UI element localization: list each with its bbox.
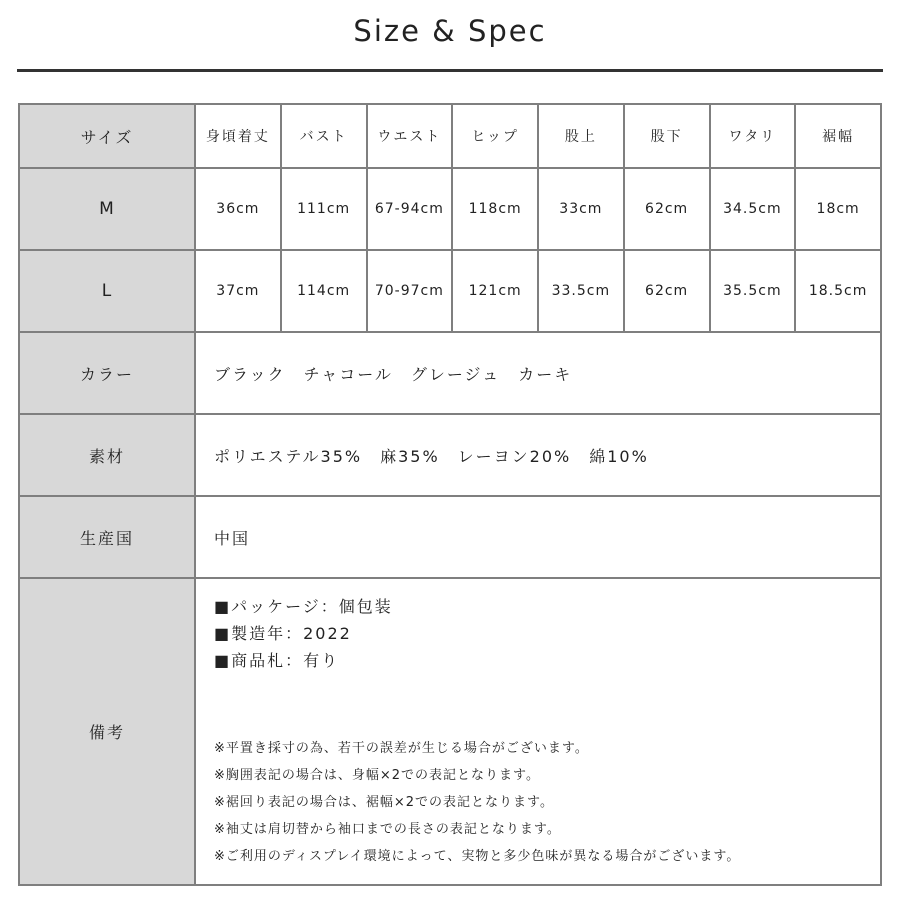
- table-cell: 114cm: [282, 251, 366, 331]
- list-item: ■製造年：2022: [214, 624, 352, 643]
- table-cell: 33cm: [539, 169, 623, 249]
- column-header: 身頃着丈: [196, 105, 280, 167]
- table-cell: 111cm: [282, 169, 366, 249]
- column-header: ウエスト: [368, 105, 452, 167]
- table-cell: 36cm: [196, 169, 280, 249]
- origin-label: 生産国: [20, 497, 194, 577]
- table-cell: 18.5cm: [796, 251, 880, 331]
- origin-value: 中国: [196, 497, 880, 577]
- caution-note: ※ご利用のディスプレイ環境によって、実物と多少色味が異なる場合がございます。: [214, 849, 741, 864]
- page-title: Size & Spec: [353, 14, 547, 48]
- column-header: 裾幅: [796, 105, 880, 167]
- size-header: サイズ: [20, 105, 194, 167]
- table-cell: 62cm: [625, 251, 709, 331]
- table-cell: 67-94cm: [368, 169, 452, 249]
- table-cell: 70-97cm: [368, 251, 452, 331]
- material-label: 素材: [20, 415, 194, 495]
- remarks-label: 備考: [20, 579, 194, 884]
- table-cell: 118cm: [453, 169, 537, 249]
- caution-notes: [214, 735, 740, 870]
- remarks-content: [196, 579, 880, 884]
- table-cell: 18cm: [796, 169, 880, 249]
- table-cell: 62cm: [625, 169, 709, 249]
- column-header: 股上: [539, 105, 623, 167]
- column-header: ワタリ: [711, 105, 795, 167]
- column-header: バスト: [282, 105, 366, 167]
- material-value: ポリエステル35% 麻35% レーヨン20% 綿10%: [196, 415, 880, 495]
- product-info-list: [214, 593, 880, 674]
- title-divider: [17, 69, 883, 72]
- table-cell: 121cm: [453, 251, 537, 331]
- table-cell: 33.5cm: [539, 251, 623, 331]
- column-header: ヒップ: [453, 105, 537, 167]
- table-cell: 37cm: [196, 251, 280, 331]
- size-label-l: L: [20, 251, 194, 331]
- caution-note: ※平置き採寸の為、若干の誤差が生じる場合がございます。: [214, 741, 589, 756]
- spec-table: [18, 103, 882, 886]
- caution-note: ※袖丈は肩切替から袖口までの長さの表記となります。: [214, 822, 561, 837]
- caution-note: ※胸囲表記の場合は、身幅×2での表記となります。: [214, 768, 541, 783]
- color-label: カラー: [20, 333, 194, 413]
- table-cell: 34.5cm: [711, 169, 795, 249]
- column-header: 股下: [625, 105, 709, 167]
- color-value: ブラック チャコール グレージュ カーキ: [196, 333, 880, 413]
- list-item: ■商品札：有り: [214, 651, 340, 670]
- size-label-m: M: [20, 169, 194, 249]
- list-item: ■パッケージ：個包装: [214, 597, 393, 616]
- table-cell: 35.5cm: [711, 251, 795, 331]
- caution-note: ※裾回り表記の場合は、裾幅×2での表記となります。: [214, 795, 555, 810]
